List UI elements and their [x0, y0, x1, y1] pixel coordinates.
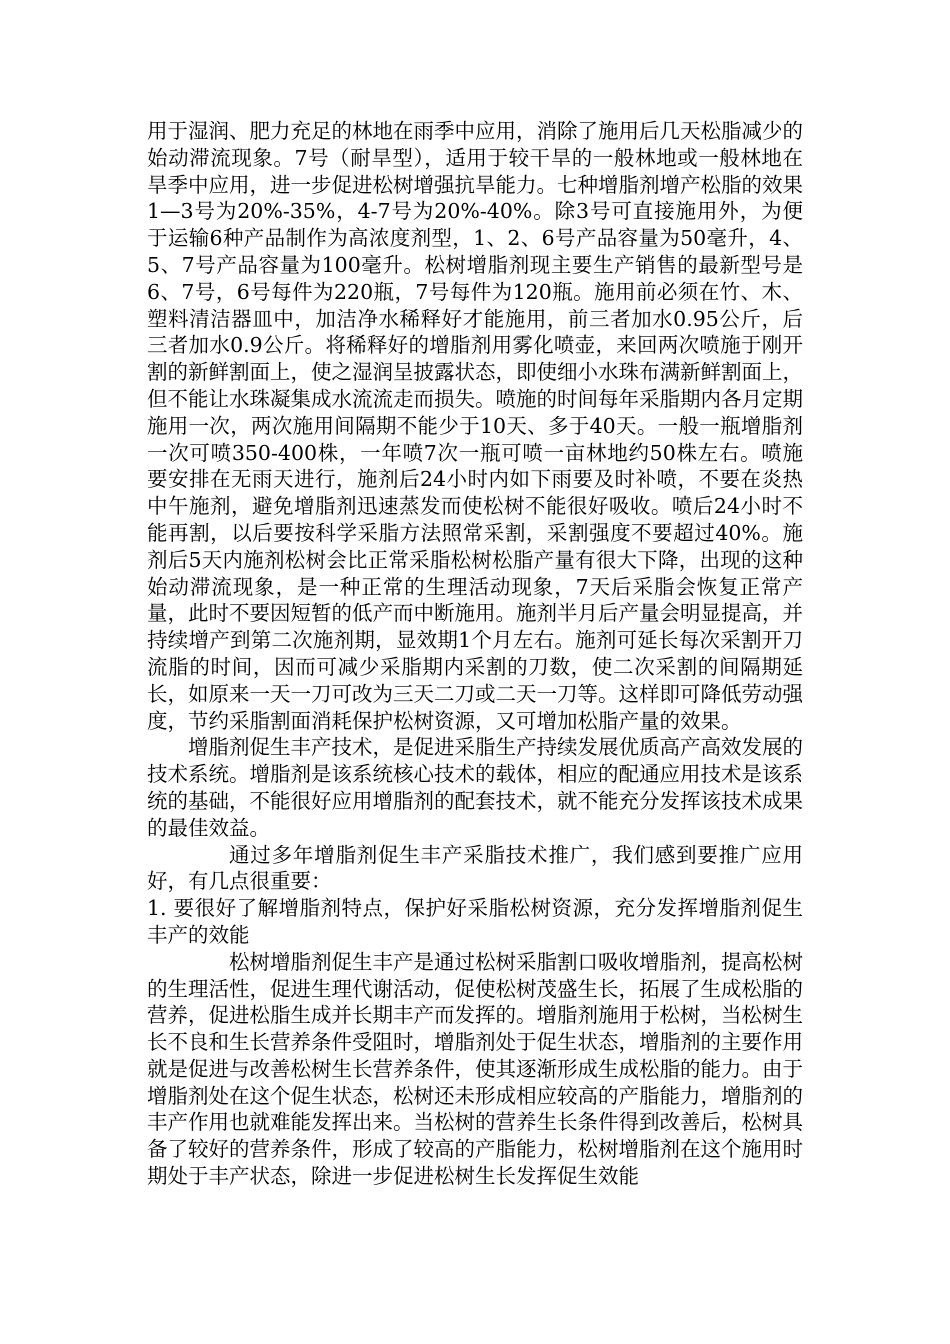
body-paragraph-promotion-intro: 通过多年增脂剂促生丰产采脂技术推广，我们感到要推广应用好，有几点很重要：	[147, 842, 803, 894]
body-paragraph-technology-system: 增脂剂促生丰产技术，是促进采脂生产持续发展优质高产高效发展的技术系统。增脂剂是该系统核心技术的载体，相应的配通应用技术是该系统的基础，不能很好应用增脂剂的配套技术，就不能充分发挥该技术成果的最佳效益。	[147, 735, 803, 840]
body-paragraph-continuation: 用于湿润、肥力充足的林地在雨季中应用，消除了施用后几天松脂减少的始动滞流现象。7号（耐旱型），适用于较干旱的一般林地或一般林地在旱季中应用，进一步促进松树增强抗旱能力。七种增脂剂增产松脂的效果1—3号为20%-35%，4-7号为20%-40%。除3号可直接施用外，为便于运输6种产品制作为高浓度剂型，1、2、6号产品容量为50毫升，4、5、7号产品容量为100毫升。松树增脂剂现主要生产销售的最新型号是6、7号，6号每件为220瓶，7号每件为120瓶。施用前必须在竹、木、塑料清洁器皿中，加洁净水稀释好才能施用，前三者加水0.95公斤，后三者加水0.9公斤。将稀释好的增脂剂用雾化喷壶，来回两次喷施于刚开割的新鲜割面上，使之湿润呈披露状态，即使细小水珠布满新鲜割面上，但不能让水珠凝集成水流流走而损失。喷施的时间每年采脂期内各月定期施用一次，两次施用间隔期不能少于10天、多于40天。一般一瓶增脂剂一次可喷350-400株，一年喷7次一瓶可喷一亩林地约50株左右。喷施要安排在无雨天进行，施剂后24小时内如下雨要及时补喷，不要在炎热中午施剂，避免增脂剂迅速蒸发而使松树不能很好吸收。喷后24小时不能再割，以后要按科学采脂方法照常采割，采割强度不要超过40%。施剂后5天内施剂松树会比正常采脂松树松脂产量有很大下降，出现的这种始动滞流现象，是一种正常的生理活动现象，7天后采脂会恢复正常产量，此时不要因短暂的低产而中断施用。施剂半月后产量会明显提高，并持续增产到第二次施剂期，显效期1个月左右。施剂可延长每次采割开刀流脂的时间，因而可减少采脂期内采割的刀数，使二次采割的间隔期延长，如原来一天一刀可改为三天二刀或二天一刀等。这样即可降低劳动强度，节约采脂割面消耗保护松树资源，又可增加松脂产量的效果。	[147, 119, 803, 733]
document-page	[147, 118, 803, 1190]
body-paragraph-mechanism: 松树增脂剂促生丰产是通过松树采脂割口吸收增脂剂，提高松树的生理活性，促进生理代谢活动，促使松树茂盛生长，拓展了生成松脂的营养，促进松脂生成并长期丰产而发挥的。增脂剂施用于松树，当松树生长不良和生长营养条件受阻时，增脂剂处于促生状态，增脂剂的主要作用就是促进与改善松树生长营养条件，使其逐渐形成生成松脂的能力。由于增脂剂处在这个促生状态，松树还未形成相应较高的产脂能力，增脂剂的丰产作用也就难能发挥出来。当松树的营养生长条件得到改善后，松树具备了较好的营养条件，形成了较高的产脂能力，松树增脂剂在这个施用时期处于丰产状态，除进一步促进松树生长发挥促生效能	[147, 949, 803, 1189]
section-heading-1: 1. 要很好了解增脂剂特点，保护好采脂松树资源，充分发挥增脂剂促生丰产的效能	[147, 896, 803, 947]
